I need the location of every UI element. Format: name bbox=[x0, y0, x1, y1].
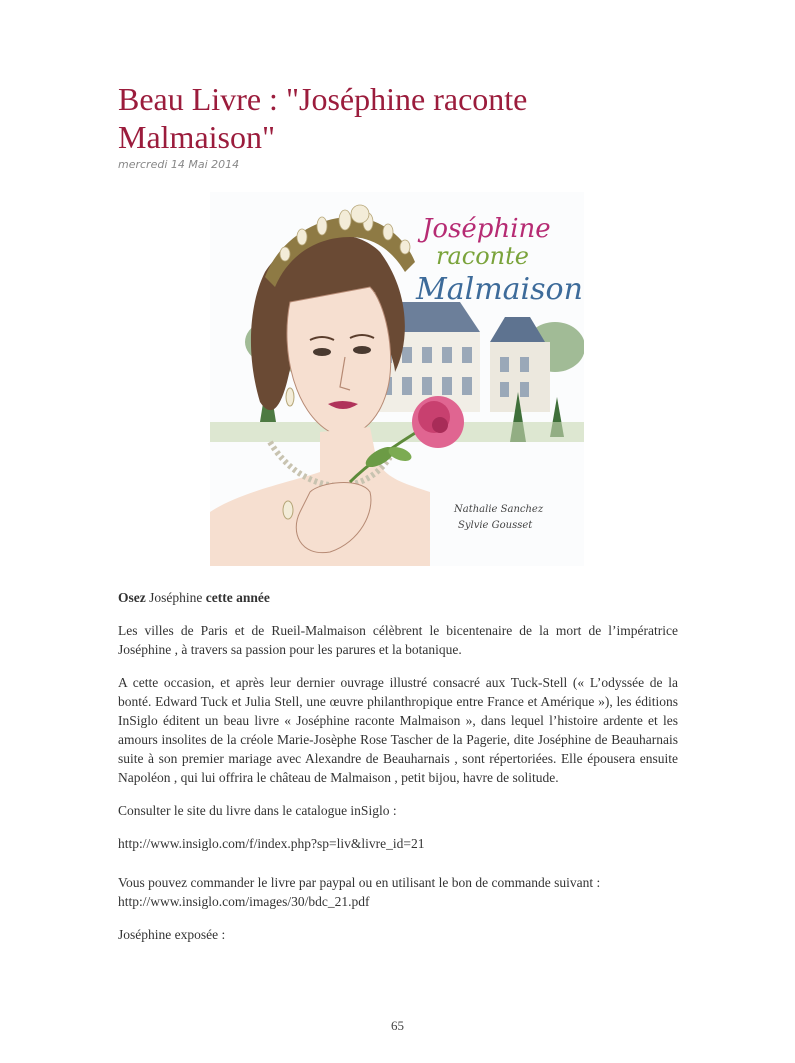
cover-author-2: Sylvie Gousset bbox=[458, 520, 533, 531]
exposee-line: Joséphine exposée : bbox=[118, 927, 226, 942]
cover-title-line3: Malmaison bbox=[416, 272, 583, 307]
lead-line bbox=[118, 588, 678, 607]
paragraph-catalogue: Consulter le site du livre dans le catalogue inSiglo : bbox=[118, 803, 397, 818]
paragraph-details: A cette occasion, et après leur dernier ouvrage illustré consacré aux Tuck-Stell (« L’odyssée de la bonté. Edward Tuck et Julia Stell, une œuvre philanthropique entre France et Amérique »), les éditions InSiglo éditent un beau livre « Joséphine raconte Malmaison », dans lequel l’histoire ardente et les amours insolites de la créole Marie-Josèphe Rose Tascher de la Pagerie, dite Joséphine de Beauharnais suite à son premier mariage avec Alexandre de Beauharnais , sont répertoriées. Elle épousera ensuite Napoléon , qui lui offrira le château de Malmaison , petit bijou, havre de solitude. bbox=[118, 675, 678, 785]
cover-title-line2: raconte bbox=[436, 242, 529, 270]
article-body bbox=[118, 588, 678, 958]
lead-plain: Joséphine bbox=[145, 590, 206, 605]
order-text: Vous pouvez commander le livre par paypal ou en utilisant le bon de commande suivant : bbox=[118, 875, 601, 890]
order-block bbox=[118, 873, 678, 911]
lead-bold-2: cette année bbox=[205, 590, 270, 605]
cover-title-line1: Joséphine bbox=[422, 214, 551, 244]
page-title: Beau Livre : "Joséphine raconte Malmaison" bbox=[118, 81, 528, 155]
book-cover-image bbox=[210, 192, 584, 566]
lead-bold-1: Osez bbox=[118, 590, 146, 605]
catalogue-link[interactable]: http://www.insiglo.com/f/index.php?sp=liv&livre_id=21 bbox=[118, 836, 425, 851]
page-number: 65 bbox=[391, 1018, 404, 1033]
order-link[interactable]: http://www.insiglo.com/images/30/bdc_21.pdf bbox=[118, 894, 370, 909]
paragraph-intro: Les villes de Paris et de Rueil-Malmaison célèbrent le bicentenaire de la mort de l’impératrice Joséphine , à travers sa passion pour les parures et la botanique. bbox=[118, 623, 678, 657]
cover-author-1: Nathalie Sanchez bbox=[454, 504, 544, 515]
post-date: mercredi 14 Mai 2014 bbox=[118, 158, 240, 171]
